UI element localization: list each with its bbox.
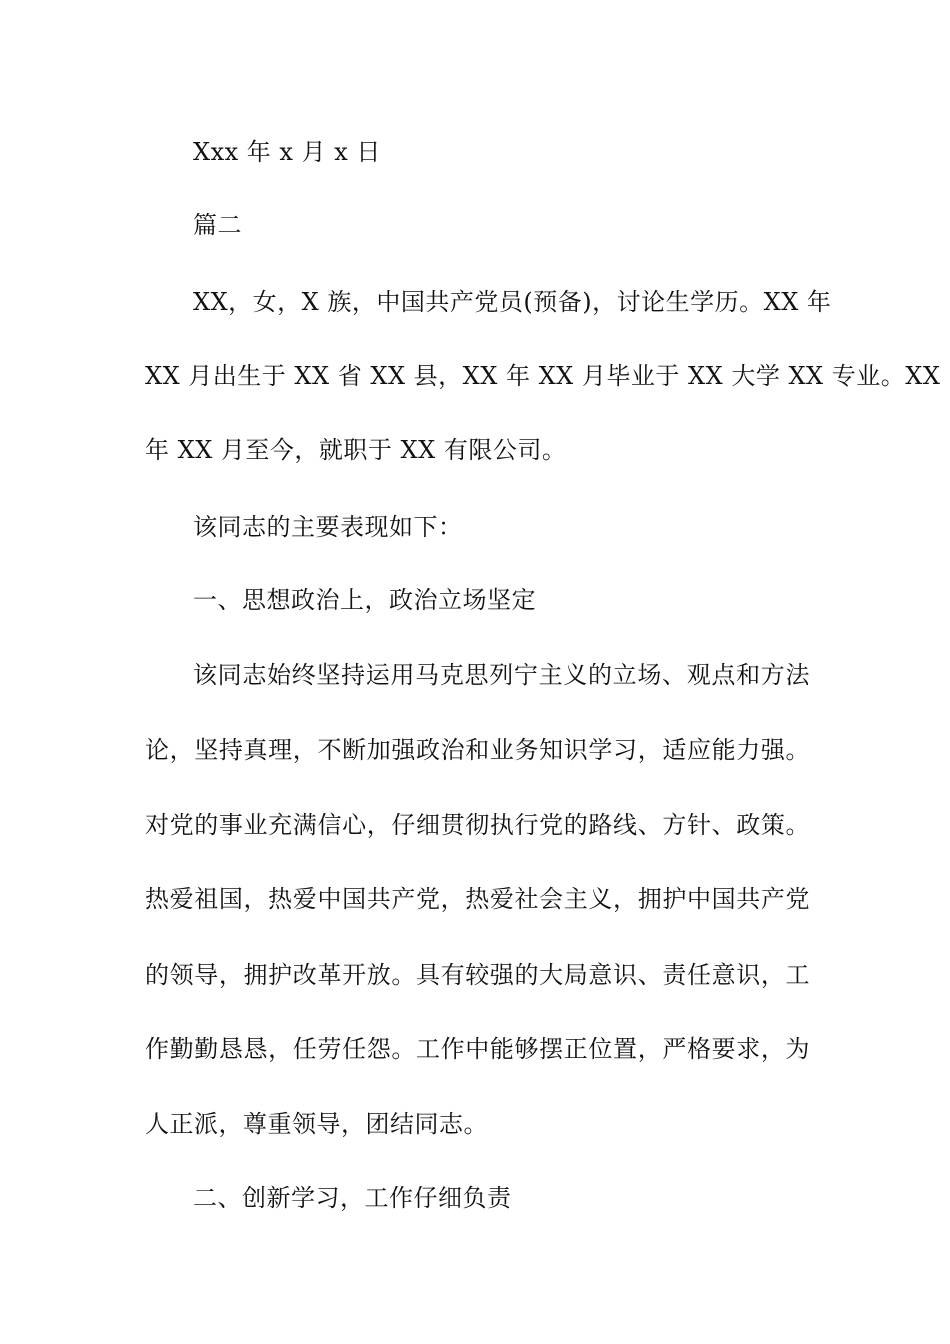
section-heading-2: 二、创新学习，工作仔细负责: [193, 1184, 512, 1212]
body-paragraph-line: 对党的事业充满信心，仔细贯彻执行党的路线、方针、政策。: [145, 811, 810, 839]
section-label: 篇二: [193, 211, 242, 239]
body-paragraph-line: 论，坚持真理，不断加强政治和业务知识学习，适应能力强。: [145, 736, 810, 764]
body-paragraph-line: 该同志始终坚持运用马克思列宁主义的立场、观点和方法: [193, 661, 810, 689]
section-heading-1: 一、思想政治上，政治立场坚定: [193, 586, 536, 614]
performance-intro: 该同志的主要表现如下：: [193, 513, 463, 541]
body-paragraph-line: 作勤勤恳恳，任劳任怨。工作中能够摆正位置，严格要求，为: [145, 1035, 810, 1063]
body-paragraph-line: 人正派，尊重领导，团结同志。: [145, 1110, 488, 1138]
intro-paragraph-line: XX 月出生于 XX 省 XX 县，XX 年 XX 月毕业于 XX 大学 XX 专业。XX: [145, 362, 941, 390]
body-paragraph-line: 热爱祖国，热爱中国共产党，热爱社会主义，拥护中国共产党: [145, 885, 810, 913]
date-line: Xxx 年 x 月 x 日: [193, 138, 381, 166]
body-paragraph-line: 的领导，拥护改革开放。具有较强的大局意识、责任意识，工: [145, 961, 810, 989]
intro-paragraph-line: XX，女，X 族，中国共产党员(预备)，讨论生学历。XX 年: [193, 288, 832, 316]
intro-paragraph-line: 年 XX 月至今，就职于 XX 有限公司。: [145, 436, 567, 464]
